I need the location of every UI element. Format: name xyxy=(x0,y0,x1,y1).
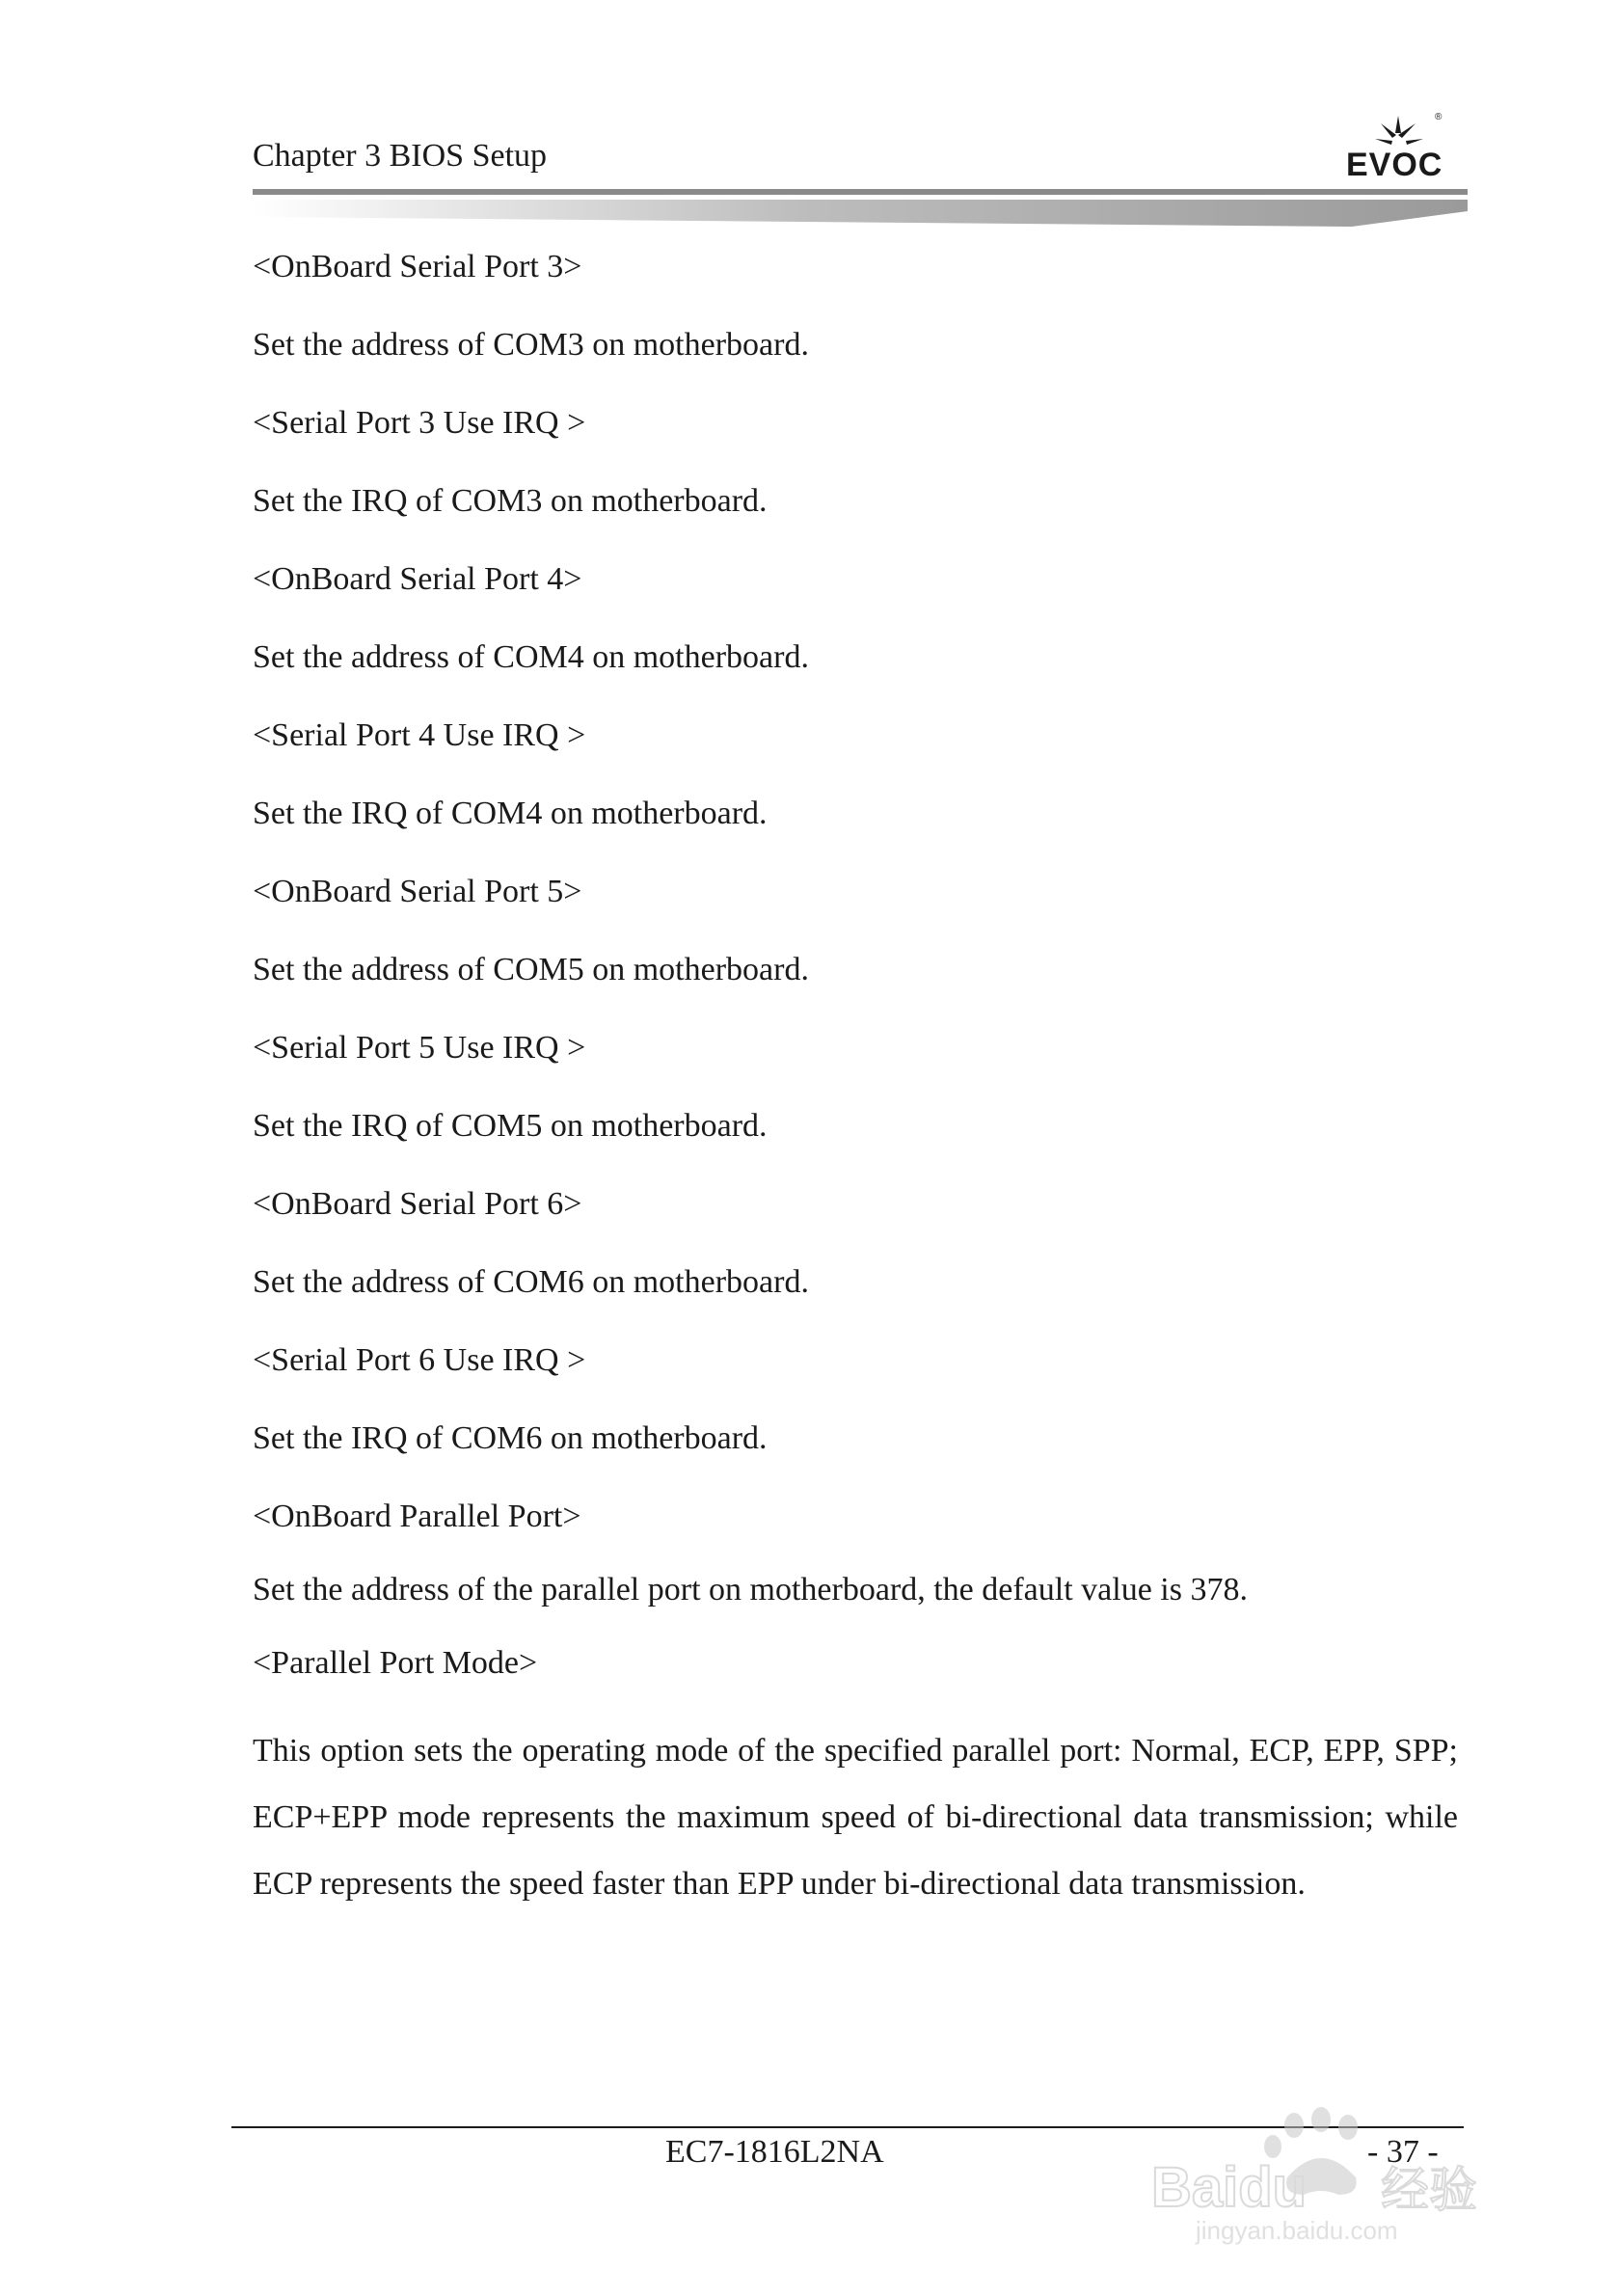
logo-registered-mark: ® xyxy=(1435,112,1443,122)
watermark-url: jingyan.baidu.com xyxy=(1196,2216,1398,2245)
option-description: Set the IRQ of COM6 on motherboard. xyxy=(253,1420,768,1456)
evoc-logo xyxy=(1342,106,1458,183)
option-description: Set the IRQ of COM4 on motherboard. xyxy=(253,796,768,831)
option-description: Set the address of COM3 on motherboard. xyxy=(253,327,809,363)
option-description: Set the address of the parallel port on motherboard, the default value is 378. xyxy=(253,1572,1248,1607)
logo-burst-icon xyxy=(1375,116,1423,145)
option-heading: <OnBoard Parallel Port> xyxy=(253,1499,581,1534)
option-heading: <OnBoard Serial Port 5> xyxy=(253,874,582,909)
chapter-title: Chapter 3 BIOS Setup xyxy=(253,138,548,174)
option-description: Set the IRQ of COM3 on motherboard. xyxy=(253,483,768,519)
footer-model: EC7-1816L2NA xyxy=(665,2134,884,2170)
baidu-watermark xyxy=(1128,2102,1533,2247)
logo-wordmark: EVOC xyxy=(1346,147,1443,183)
option-heading: <Parallel Port Mode> xyxy=(253,1645,538,1681)
option-heading: <OnBoard Serial Port 3> xyxy=(253,249,582,284)
option-description: Set the address of COM6 on motherboard. xyxy=(253,1264,809,1300)
option-heading: <Serial Port 4 Use IRQ > xyxy=(253,717,586,753)
option-description: Set the address of COM5 on motherboard. xyxy=(253,952,809,987)
option-heading: <Serial Port 5 Use IRQ > xyxy=(253,1030,586,1066)
parallel-mode-description: This option sets the operating mode of the specified parallel port: Normal, ECP, EPP, SPP; ECP+EPP mode represents the maximum speed of bi-directional data transmission; while ECP represents the speed faster than EPP under bi-directional data transmission. xyxy=(253,1733,1458,1902)
option-description: Set the IRQ of COM5 on motherboard. xyxy=(253,1108,768,1144)
watermark-brand: Baidu xyxy=(1151,2156,1308,2219)
option-heading: <Serial Port 6 Use IRQ > xyxy=(253,1342,586,1378)
header-rule xyxy=(253,189,1468,195)
option-heading: <Serial Port 3 Use IRQ > xyxy=(253,405,586,441)
option-description: Set the address of COM4 on motherboard. xyxy=(253,639,809,675)
page-number: - 37 - xyxy=(1367,2134,1439,2170)
header-band xyxy=(253,200,1468,227)
watermark-suffix: 经验 xyxy=(1381,2162,1477,2218)
option-heading: <OnBoard Serial Port 6> xyxy=(253,1186,582,1222)
option-heading: <OnBoard Serial Port 4> xyxy=(253,561,582,597)
